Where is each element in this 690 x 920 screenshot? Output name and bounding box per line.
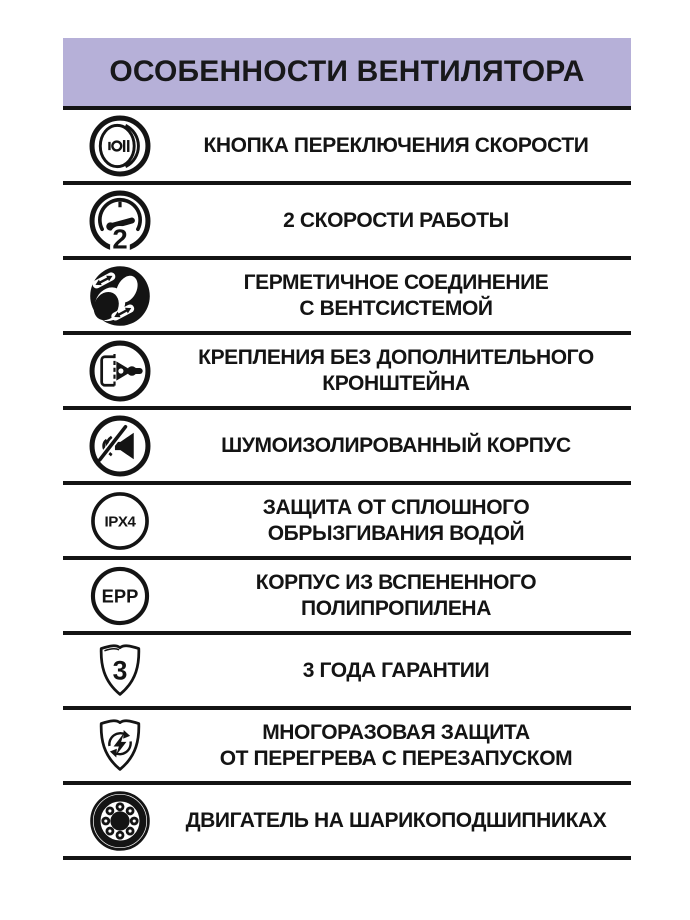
feature-text: ШУМОИЗОЛИРОВАННЫЙ КОРПУС — [221, 433, 571, 457]
feature-text: КОРПУС ИЗ ВСПЕНЕННОГО ПОЛИПРОПИЛЕНА — [255, 570, 537, 620]
feature-row-ball-bearings — [63, 785, 631, 856]
feature-row-speed-switch — [63, 110, 631, 181]
feature-text: ГЕРМЕТИЧНОЕ СОЕДИНЕНИЕ С ВЕНТСИСТЕМОЙ — [243, 270, 549, 320]
speedometer-icon — [87, 188, 153, 254]
feature-text: ЗАЩИТА ОТ СПЛОШНОГО ОБРЫЗГИВАНИЯ ВОДОЙ — [262, 495, 530, 545]
feature-row-no-bracket-mounting — [63, 335, 631, 406]
overheat-restart-shield-icon — [87, 713, 153, 779]
ipx4-badge-icon — [87, 488, 153, 554]
feature-row-epp — [63, 560, 631, 631]
feature-text: КРЕПЛЕНИЯ БЕЗ ДОПОЛНИТЕЛЬНОГО КРОНШТЕЙНА — [198, 345, 594, 395]
content-column — [63, 38, 631, 860]
feature-row-two-speeds — [63, 185, 631, 256]
feature-row-overheat-protection — [63, 710, 631, 781]
page-title: ОСОБЕННОСТИ ВЕНТИЛЯТОРА — [109, 55, 585, 88]
ball-bearing-icon — [87, 788, 153, 854]
feature-row-noise-insulated — [63, 410, 631, 481]
feature-text: ДВИГАТЕЛЬ НА ШАРИКОПОДШИПНИКАХ — [185, 808, 607, 832]
svg-text:3: 3 — [112, 654, 128, 685]
feature-text: МНОГОРАЗОВАЯ ЗАЩИТА ОТ ПЕРЕГРЕВА С ПЕРЕЗАПУСКОМ — [219, 720, 573, 770]
svg-text:EPP: EPP — [101, 584, 139, 606]
svg-text:IPX4: IPX4 — [104, 513, 136, 530]
header-banner — [63, 38, 631, 106]
svg-text:2: 2 — [112, 223, 128, 254]
feature-row-airtight-connection — [63, 260, 631, 331]
separator — [63, 856, 631, 860]
feature-row-warranty — [63, 635, 631, 706]
feature-text: 3 ГОДА ГАРАНТИИ — [302, 658, 490, 682]
feature-text: КНОПКА ПЕРЕКЛЮЧЕНИЯ СКОРОСТИ — [203, 133, 589, 157]
warranty-shield-icon — [87, 638, 153, 704]
muted-speaker-icon — [87, 413, 153, 479]
feature-row-ipx4 — [63, 485, 631, 556]
no-bracket-mounting-icon — [87, 338, 153, 404]
speed-switch-button-icon — [87, 113, 153, 179]
airtight-duct-connection-icon — [87, 263, 153, 329]
feature-text: 2 СКОРОСТИ РАБОТЫ — [283, 208, 509, 232]
epp-badge-icon — [87, 563, 153, 629]
